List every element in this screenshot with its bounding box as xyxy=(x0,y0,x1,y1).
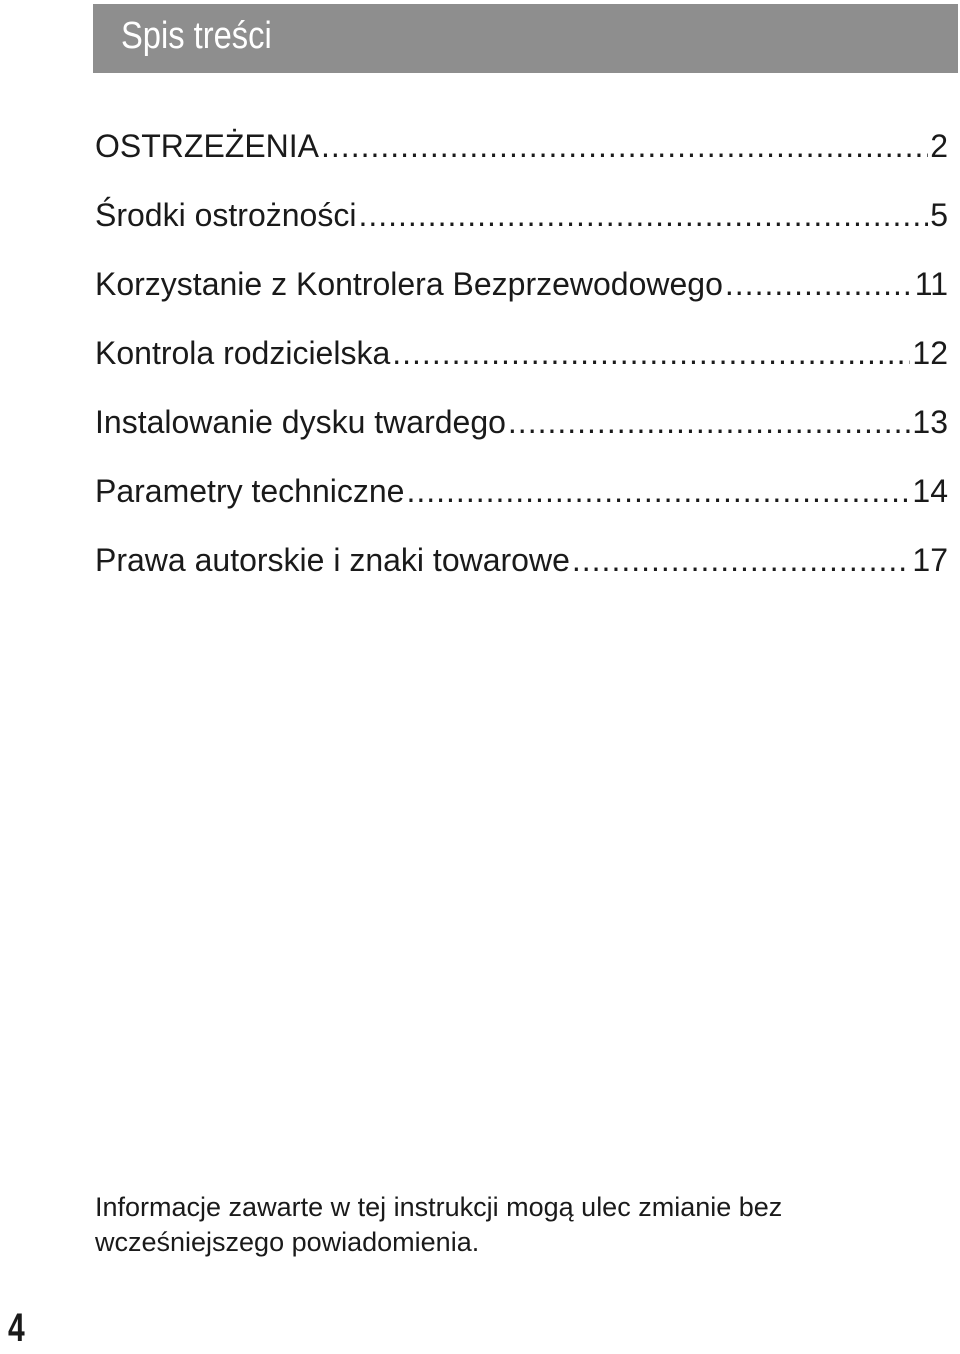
toc-entry-title: OSTRZEŻENIA xyxy=(95,128,320,164)
page-title: Spis treści xyxy=(121,15,272,57)
toc-dot-leader xyxy=(725,262,913,306)
toc-entry-title: Korzystanie z Kontrolera Bezprzewodowego xyxy=(95,266,723,302)
table-of-contents xyxy=(95,124,948,607)
disclaimer-line-1: Informacje zawarte w tej instrukcji mogą ulec zmianie bez xyxy=(95,1192,783,1222)
toc-entry-parental-control[interactable] xyxy=(95,331,948,400)
toc-entry-title: Instalowanie dysku twardego xyxy=(95,404,506,440)
toc-entry-specifications[interactable] xyxy=(95,469,948,538)
toc-entry-page: 13 xyxy=(912,404,948,440)
toc-entry-warnings[interactable] xyxy=(95,124,948,193)
toc-entry-title: Środki ostrożności xyxy=(95,197,357,233)
toc-dot-leader xyxy=(392,331,910,375)
toc-entry-page: 2 xyxy=(930,128,948,164)
disclaimer-line-2: wcześniejszego powiadomienia. xyxy=(95,1227,480,1257)
toc-entry-title: Prawa autorskie i znaki towarowe xyxy=(95,542,570,578)
toc-entry-page: 14 xyxy=(912,473,948,509)
toc-entry-hard-disk[interactable] xyxy=(95,400,948,469)
disclaimer-note xyxy=(95,1190,915,1260)
toc-entry-precautions[interactable] xyxy=(95,193,948,262)
toc-dot-leader xyxy=(358,193,928,237)
toc-entry-page: 17 xyxy=(912,542,948,578)
toc-dot-leader xyxy=(406,469,910,513)
toc-entry-title: Kontrola rodzicielska xyxy=(95,335,391,371)
toc-dot-leader xyxy=(321,124,928,168)
toc-entry-wireless-controller[interactable] xyxy=(95,262,948,331)
toc-entry-page: 5 xyxy=(930,197,948,233)
toc-dot-leader xyxy=(508,400,911,444)
page-number: 4 xyxy=(8,1306,25,1350)
toc-entry-page: 11 xyxy=(914,266,948,302)
toc-entry-copyright[interactable] xyxy=(95,538,948,607)
toc-entry-title: Parametry techniczne xyxy=(95,473,405,509)
toc-dot-leader xyxy=(572,538,911,582)
section-header-bar xyxy=(93,4,958,73)
toc-entry-page: 12 xyxy=(912,335,948,371)
